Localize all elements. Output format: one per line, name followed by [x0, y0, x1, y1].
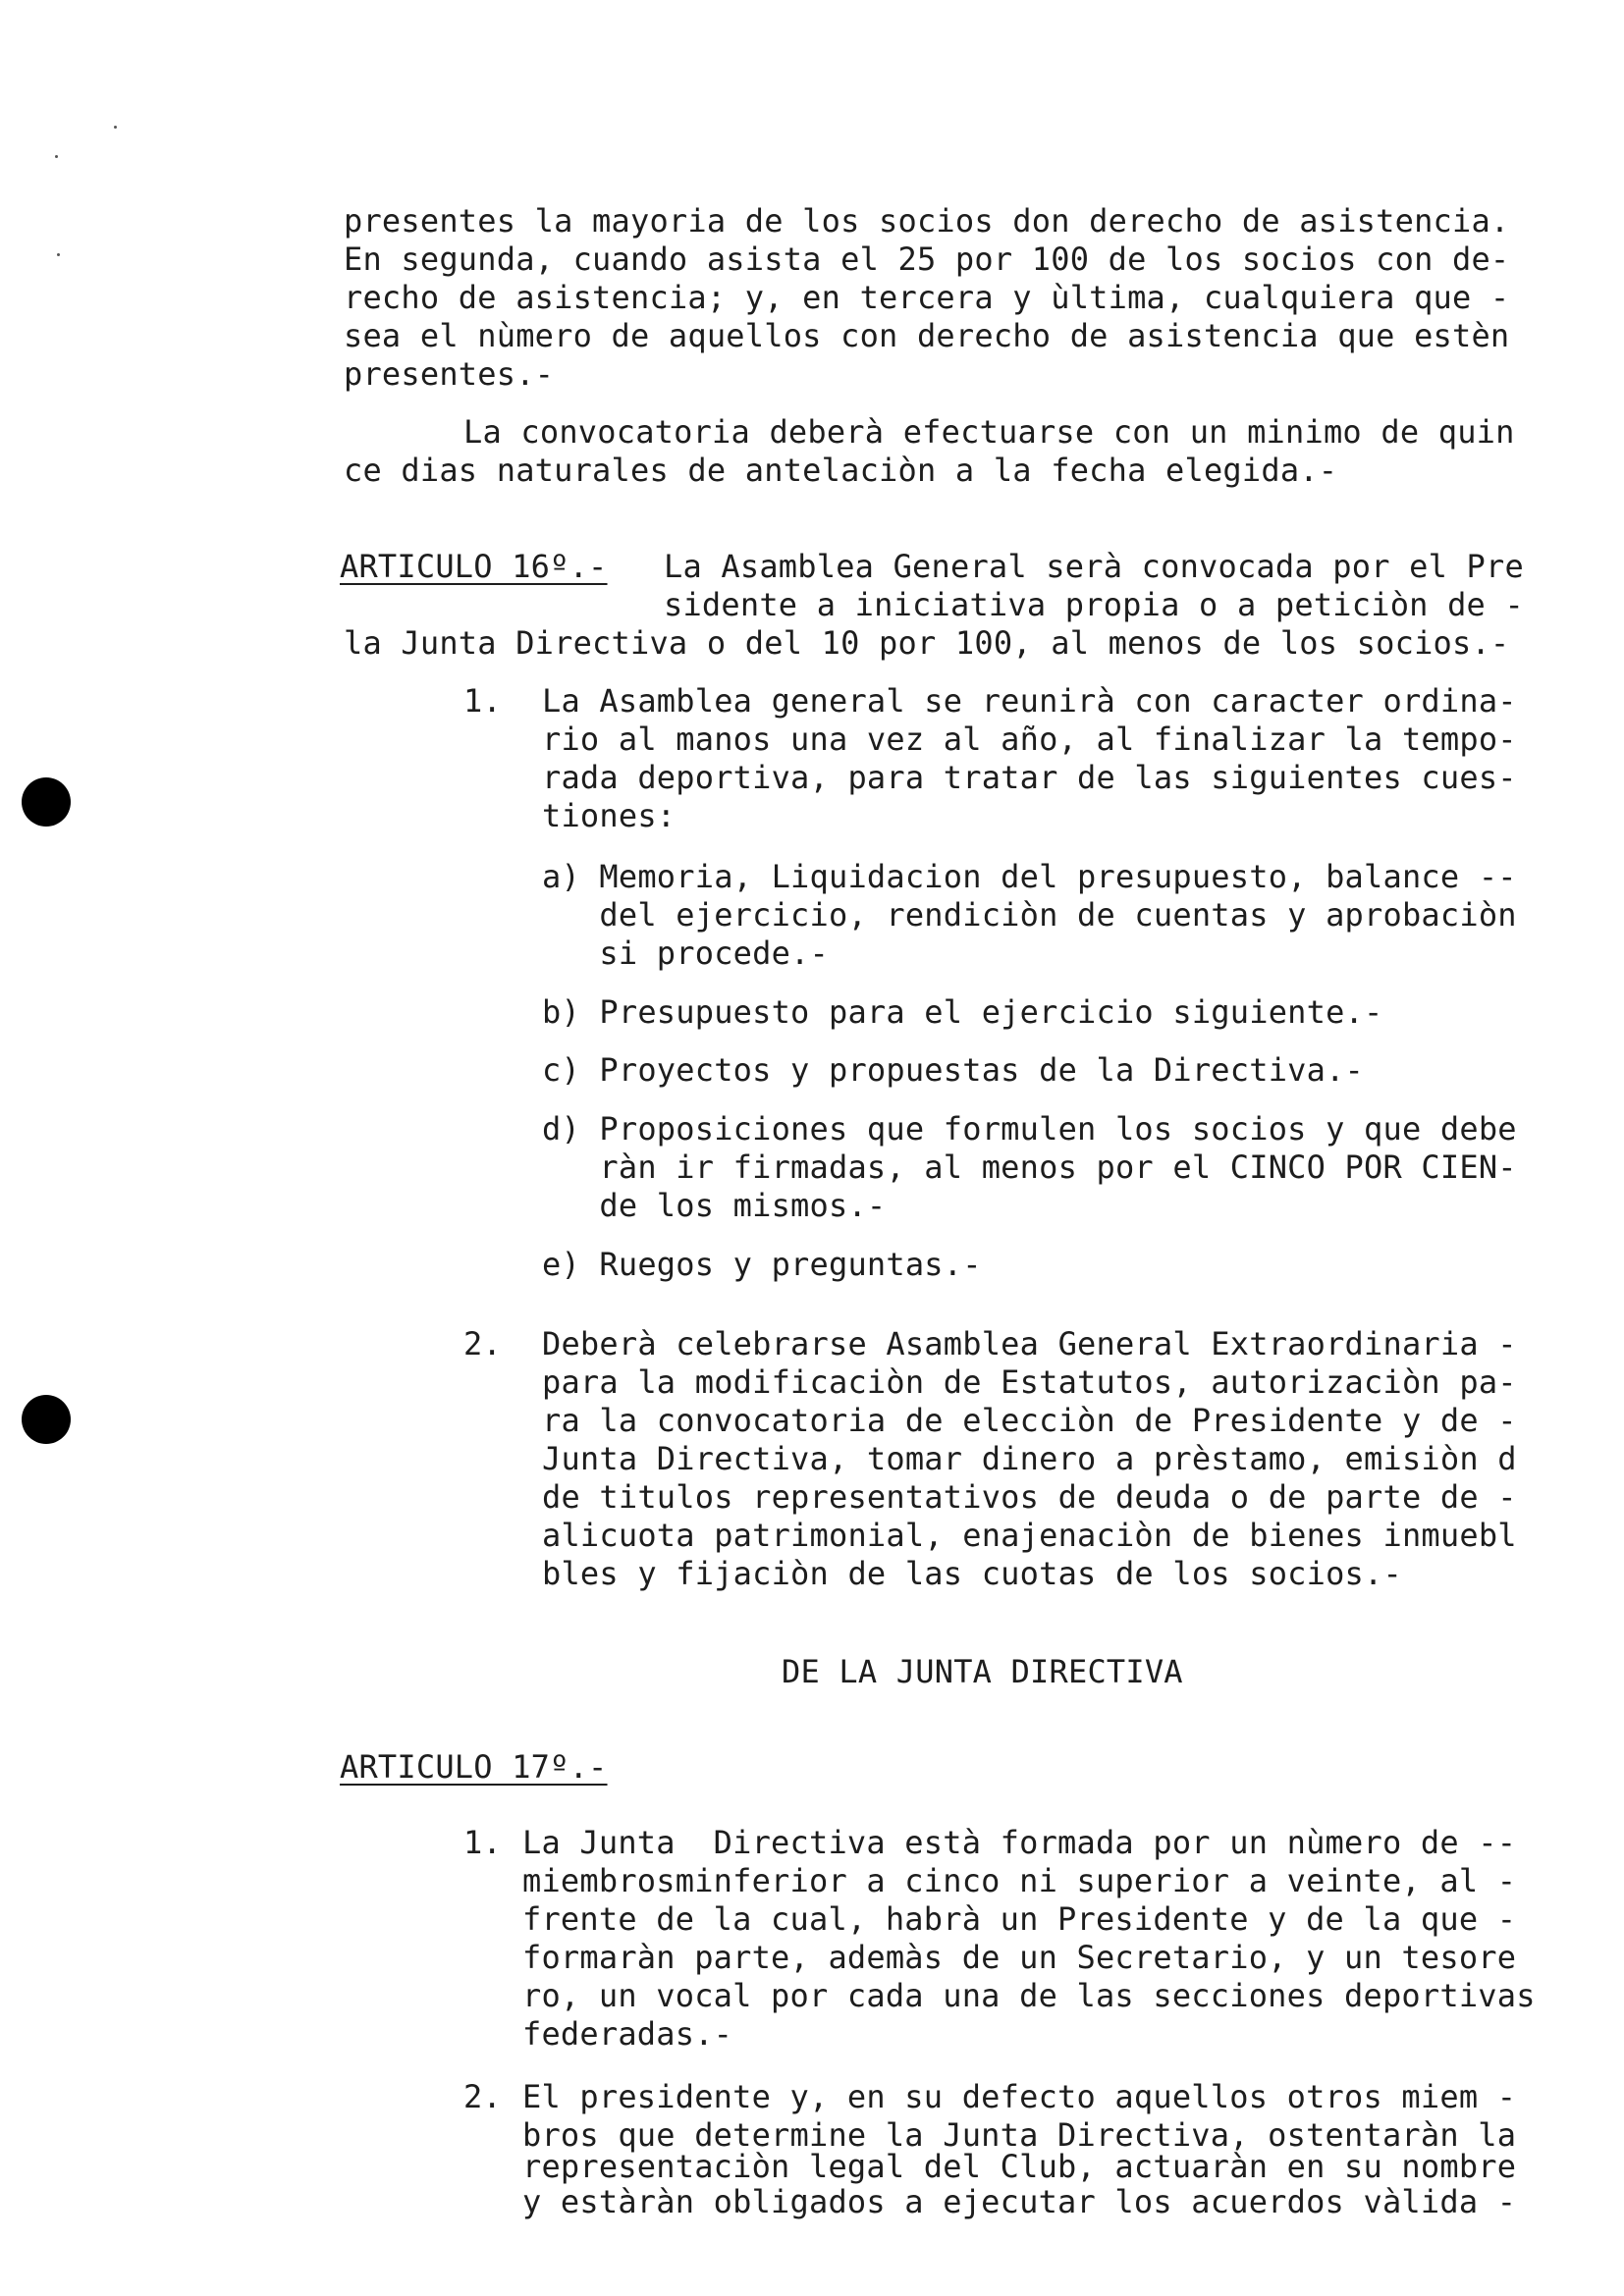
list-item: del ejercicio, rendiciòn de cuentas y aprobaciòn: [542, 896, 1517, 934]
item-number: 2.: [463, 2078, 502, 2115]
text-line: tiones:: [542, 797, 677, 834]
item-number: 1.: [463, 1824, 502, 1861]
text-line: miembrosminferior a cinco ni superior a veinte, al -: [522, 1862, 1517, 1899]
text-line: Junta Directiva, tomar dinero a prèstamo, emisiòn d: [542, 1440, 1517, 1477]
text-line: ro, un vocal por cada una de las secciones deportivas: [522, 1977, 1536, 2014]
list-item: e) Ruegos y preguntas.-: [542, 1246, 982, 1283]
text-line: formaràn parte, ademàs de un Secretario, y un tesore: [522, 1939, 1517, 1976]
speck: [114, 126, 117, 129]
punch-hole-top: [22, 777, 71, 827]
text-line: ce dias naturales de antelaciòn a la fecha elegida.-: [344, 452, 1338, 489]
article-17-heading: ARTICULO 17º.-: [340, 1748, 608, 1786]
text-line: El presidente y, en su defecto aquellos otros miem -: [522, 2078, 1517, 2115]
text-line: bles y fijaciòn de las cuotas de los socios.-: [542, 1555, 1402, 1592]
list-item: a) Memoria, Liquidacion del presupuesto, balance --: [542, 858, 1517, 895]
text-line: rio al manos una vez al año, al finalizar la tempo-: [542, 721, 1517, 758]
text-line: rada deportiva, para tratar de las siguientes cues-: [542, 759, 1517, 796]
text-line: La Asamblea General serà convocada por el Pre: [664, 548, 1524, 585]
list-item: de los mismos.-: [542, 1187, 887, 1224]
article-16-heading: ARTICULO 16º.-: [340, 548, 608, 585]
list-item: d) Proposiciones que formulen los socios y que debe: [542, 1110, 1517, 1148]
text-line: La Asamblea general se reunirà con caracter ordina-: [542, 682, 1517, 720]
section-title: DE LA JUNTA DIRECTIVA: [782, 1653, 1183, 1690]
text-line: de titulos representativos de deuda o de parte de -: [542, 1478, 1517, 1516]
item-number: 1.: [463, 682, 502, 720]
text-line: La convocatoria deberà efectuarse con un minimo de quin: [463, 413, 1515, 451]
list-item: c) Proyectos y propuestas de la Directiva.-: [542, 1051, 1365, 1089]
text-line: representaciòn legal del Club, actuaràn en su nombre: [522, 2148, 1517, 2185]
list-item: si procede.-: [542, 934, 829, 972]
text-line: alicuota patrimonial, enajenaciòn de bienes inmuebl: [542, 1517, 1517, 1554]
text-line: Deberà celebrarse Asamblea General Extraordinaria -: [542, 1325, 1517, 1362]
item-number: 2.: [463, 1325, 502, 1362]
text-line: sea el nùmero de aquellos con derecho de asistencia que estèn: [344, 317, 1510, 354]
list-item: ràn ir firmadas, al menos por el CINCO POR CIEN-: [542, 1148, 1517, 1186]
punch-hole-bottom: [22, 1395, 71, 1444]
text-line: sidente a iniciativa propia o a peticiòn de -: [664, 586, 1524, 623]
text-line: ra la convocatoria de elecciòn de Presidente y de -: [542, 1402, 1517, 1439]
text-line: y estàràn obligados a ejecutar los acuerdos vàlida -: [522, 2183, 1517, 2220]
text-line: federadas.-: [522, 2015, 733, 2053]
text-line: bros que determine la Junta Directiva, ostentaràn la: [522, 2116, 1517, 2154]
text-line: En segunda, cuando asista el 25 por 100 de los socios con de-: [344, 240, 1510, 278]
text-line: frente de la cual, habrà un Presidente y de la que -: [522, 1900, 1517, 1938]
text-line: presentes.-: [344, 355, 555, 393]
text-line: presentes la mayoria de los socios don derecho de asistencia.: [344, 202, 1510, 240]
speck: [57, 253, 60, 256]
speck: [55, 155, 58, 158]
text-line: la Junta Directiva o del 10 por 100, al menos de los socios.-: [344, 624, 1510, 662]
text-line: La Junta Directiva està formada por un nùmero de --: [522, 1824, 1517, 1861]
list-item: b) Presupuesto para el ejercicio siguiente.-: [542, 993, 1383, 1031]
text-line: recho de asistencia; y, en tercera y ùltima, cualquiera que -: [344, 279, 1510, 316]
text-line: para la modificaciòn de Estatutos, autorizaciòn pa-: [542, 1363, 1517, 1401]
